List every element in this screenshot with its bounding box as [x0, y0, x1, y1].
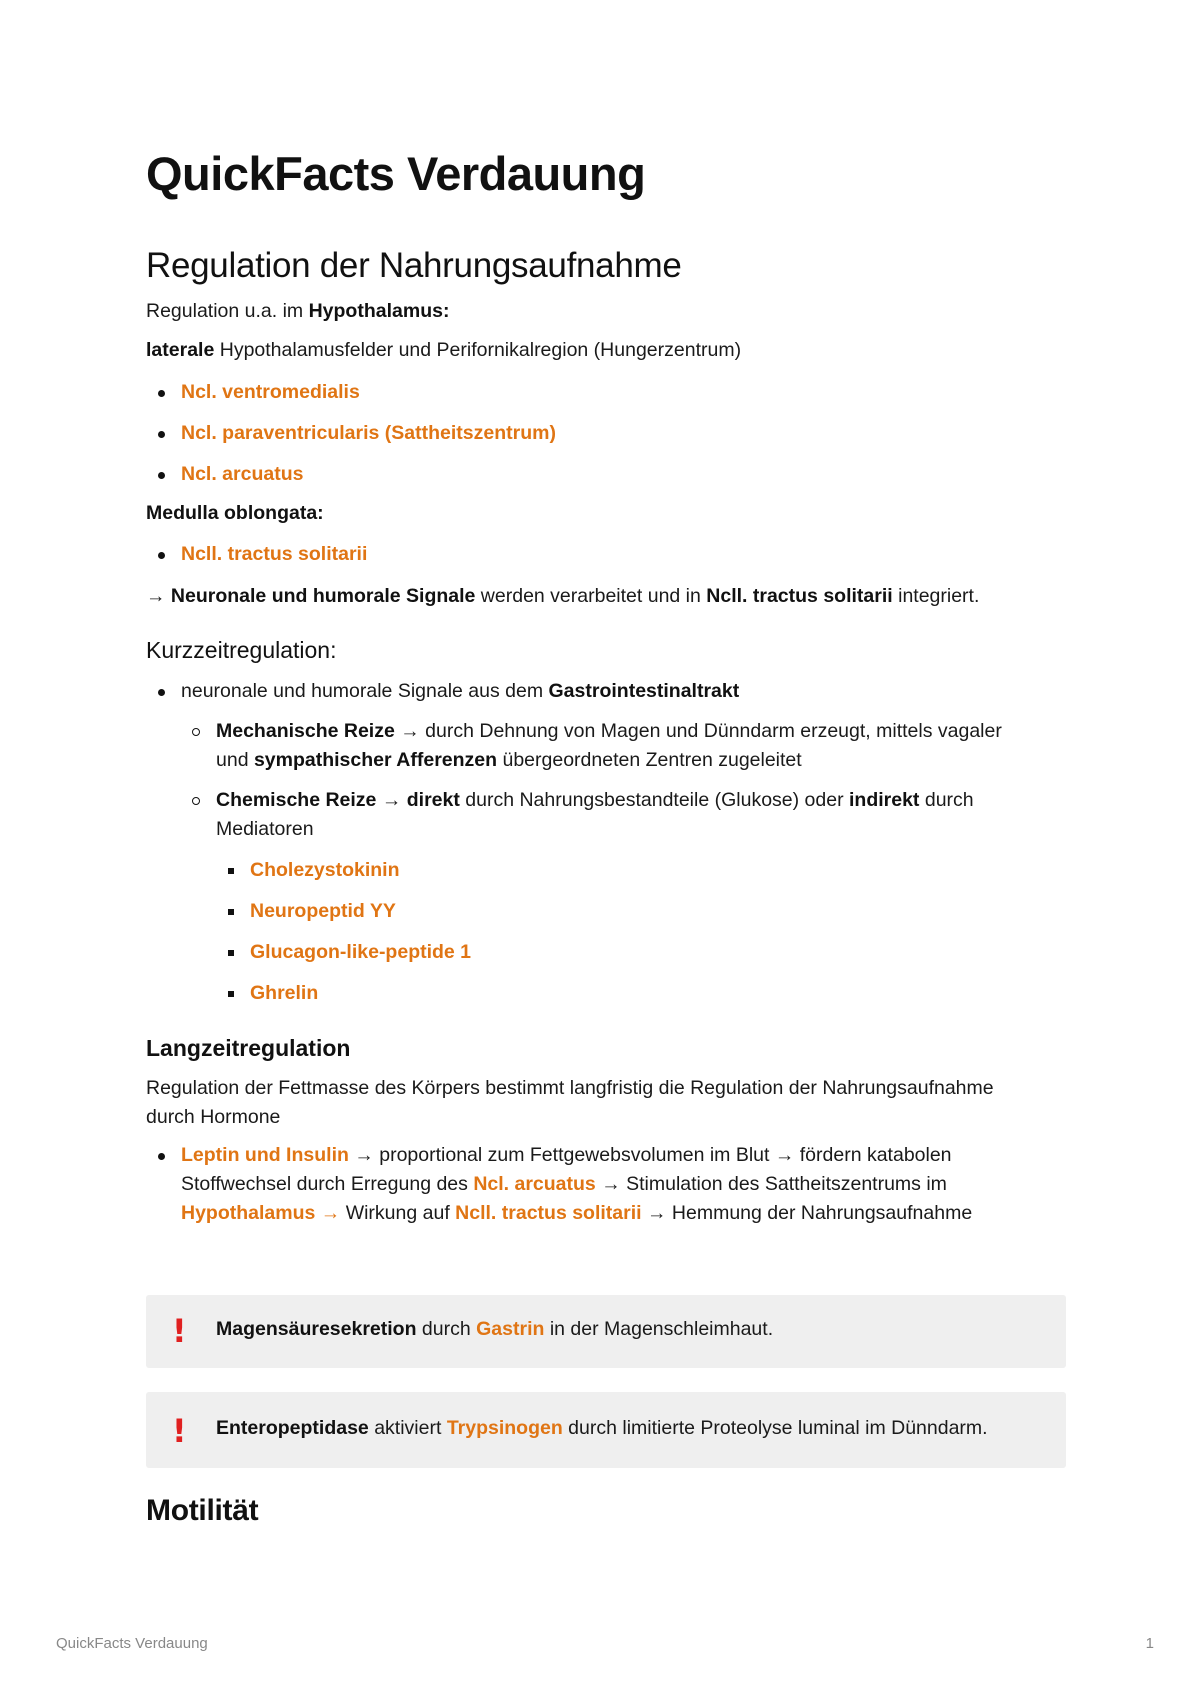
list-item-text: Mediatoren [216, 818, 314, 840]
paragraph-langzeit-cont: durch Hormone [146, 1106, 281, 1128]
list-item-text: und sympathischer Afferenzen übergeordneten Zentren zugeleitet [216, 749, 802, 771]
paragraph-laterale: laterale Hypothalamusfelder und Perifornikalregion (Hungerzentrum) [146, 339, 742, 361]
bullet-icon [158, 552, 165, 559]
bullet-icon [158, 472, 165, 479]
bullet-icon [192, 797, 200, 805]
list-item-text: Leptin und Insulin → proportional zum Fettgewebsvolumen im Blut → fördern katabolen [181, 1144, 952, 1166]
paragraph-arrow: → Neuronale und humorale Signale werden verarbeitet und in Ncll. tractus solitarii integriert. [146, 585, 980, 607]
mediator-term: Cholezystokinin [250, 859, 400, 881]
section-heading-motilitaet: Motilität [146, 1494, 259, 1527]
nucleus-term: Ncll. tractus solitarii [181, 543, 368, 565]
alert-icon: ! [172, 1312, 187, 1350]
bullet-icon [158, 431, 165, 438]
bullet-icon [228, 991, 234, 997]
bullet-icon [158, 1153, 165, 1160]
list-item-text: Mechanische Reize → durch Dehnung von Magen und Dünndarm erzeugt, mittels vagaler [216, 720, 1002, 742]
alert-icon: ! [172, 1412, 187, 1450]
list-item-text: Chemische Reize → direkt durch Nahrungsbestandteile (Glukose) oder indirekt durch [216, 789, 974, 811]
mediator-term: Neuropeptid YY [250, 900, 396, 922]
callout-text: Magensäuresekretion durch Gastrin in der Magenschleimhaut. [216, 1318, 774, 1340]
bullet-icon [228, 950, 234, 956]
callout-text: Enteropeptidase aktiviert Trypsinogen durch limitierte Proteolyse luminal im Dünndarm. [216, 1417, 988, 1439]
bullet-icon [228, 909, 234, 915]
page-title: QuickFacts Verdauung [146, 147, 646, 200]
section-heading-regulation: Regulation der Nahrungsaufnahme [146, 246, 682, 285]
bullet-icon [228, 868, 234, 874]
bullet-icon [158, 689, 165, 696]
list-item-text: neuronale und humorale Signale aus dem Gastrointestinaltrakt [181, 680, 740, 702]
list-item-text: Stoffwechsel durch Erregung des Ncl. arcuatus → Stimulation des Sattheitszentrums im [181, 1173, 947, 1195]
footer-title: QuickFacts Verdauung [56, 1635, 208, 1652]
bullet-icon [158, 390, 165, 397]
callout-box [146, 1392, 1066, 1468]
subheading-kurzzeit: Kurzzeitregulation: [146, 637, 337, 663]
paragraph-medulla: Medulla oblongata: [146, 502, 324, 524]
page-number: 1 [1145, 1635, 1154, 1652]
mediator-term: Ghrelin [250, 982, 319, 1004]
nucleus-term: Ncl. paraventricularis (Sattheitszentrum) [181, 422, 556, 444]
paragraph-langzeit: Regulation der Fettmasse des Körpers bestimmt langfristig die Regulation der Nahrungsaufnahme [146, 1077, 994, 1099]
nucleus-term: Ncl. ventromedialis [181, 381, 360, 403]
callout-box [146, 1295, 1066, 1368]
subheading-langzeit: Langzeitregulation [146, 1035, 351, 1061]
nucleus-term: Ncl. arcuatus [181, 463, 304, 485]
mediator-term: Glucagon-like-peptide 1 [250, 941, 472, 963]
bullet-icon [192, 728, 200, 736]
paragraph-hypothalamus: Regulation u.a. im Hypothalamus: [146, 300, 450, 322]
list-item-text: Hypothalamus → Wirkung auf Ncll. tractus solitarii → Hemmung der Nahrungsaufnahme [181, 1202, 973, 1224]
